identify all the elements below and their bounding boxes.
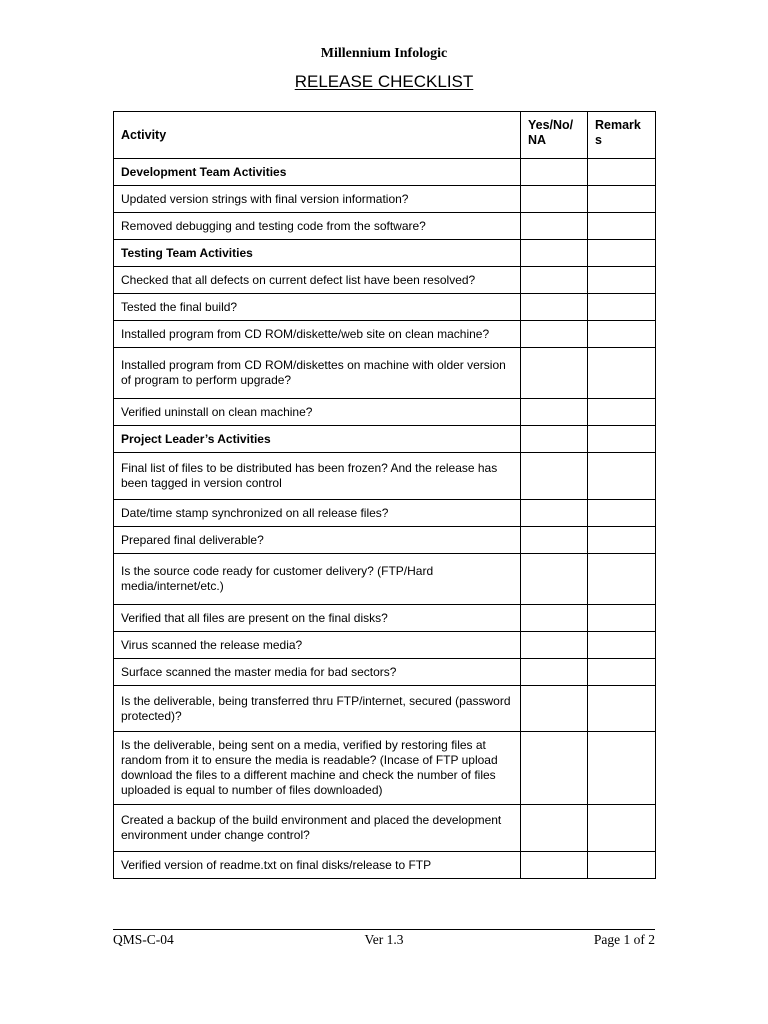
remarks-cell[interactable] xyxy=(588,852,656,879)
table-row xyxy=(114,732,656,805)
header-yes-no-na: Yes/No/ NA xyxy=(521,112,588,159)
table-body xyxy=(114,159,656,879)
table-row xyxy=(114,686,656,732)
activity-cell: Checked that all defects on current defect list have been resolved? xyxy=(114,267,521,294)
remarks-cell[interactable] xyxy=(588,294,656,321)
company-name: Millennium Infologic xyxy=(320,46,448,61)
activity-cell: Removed debugging and testing code from the software? xyxy=(114,213,521,240)
remarks-cell[interactable] xyxy=(588,732,656,805)
table-row xyxy=(114,554,656,605)
yes-no-na-cell[interactable] xyxy=(521,500,588,527)
table-row xyxy=(114,267,656,294)
table-header-row xyxy=(114,112,656,159)
remarks-cell[interactable] xyxy=(588,527,656,554)
yes-no-na-cell[interactable] xyxy=(521,686,588,732)
section-heading: Development Team Activities xyxy=(114,159,521,186)
yes-no-na-cell[interactable] xyxy=(521,294,588,321)
table-row xyxy=(114,321,656,348)
yes-no-na-cell[interactable] xyxy=(521,659,588,686)
remarks-cell[interactable] xyxy=(588,805,656,852)
section-heading: Testing Team Activities xyxy=(114,240,521,267)
activity-cell: Is the deliverable, being transferred thru FTP/internet, secured (password protected)? xyxy=(114,686,521,732)
table-row xyxy=(114,294,656,321)
remarks-cell[interactable] xyxy=(588,453,656,500)
table-row xyxy=(114,805,656,852)
table-row xyxy=(114,399,656,426)
yes-no-na-cell[interactable] xyxy=(521,852,588,879)
section-row xyxy=(114,240,656,267)
header-activity: Activity xyxy=(114,112,521,159)
table-row xyxy=(114,213,656,240)
remarks-cell[interactable] xyxy=(588,348,656,399)
activity-cell: Final list of files to be distributed has been frozen? And the release has been tagged in version control xyxy=(114,453,521,500)
activity-cell: Virus scanned the release media? xyxy=(114,632,521,659)
activity-cell: Verified version of readme.txt on final disks/release to FTP xyxy=(114,852,521,879)
section-row xyxy=(114,426,656,453)
table-row xyxy=(114,632,656,659)
activity-cell: Verified that all files are present on the final disks? xyxy=(114,605,521,632)
yes-no-na-cell[interactable] xyxy=(521,348,588,399)
remarks-cell[interactable] xyxy=(588,554,656,605)
yes-no-na-cell[interactable] xyxy=(521,159,588,186)
remarks-cell[interactable] xyxy=(588,321,656,348)
table-row xyxy=(114,453,656,500)
yes-no-na-cell[interactable] xyxy=(521,453,588,500)
release-checklist-table xyxy=(113,111,656,879)
remarks-cell[interactable] xyxy=(588,500,656,527)
remarks-cell[interactable] xyxy=(588,399,656,426)
table-row xyxy=(114,605,656,632)
yes-no-na-cell[interactable] xyxy=(521,732,588,805)
activity-cell: Created a backup of the build environment and placed the development environment under change control? xyxy=(114,805,521,852)
footer-page-number: Page 1 of 2 xyxy=(593,932,655,947)
footer-divider xyxy=(113,929,655,930)
remarks-cell[interactable] xyxy=(588,426,656,453)
remarks-cell[interactable] xyxy=(588,186,656,213)
yes-no-na-cell[interactable] xyxy=(521,321,588,348)
remarks-cell[interactable] xyxy=(588,267,656,294)
activity-cell: Installed program from CD ROM/diskettes on machine with older version of program to perform upgrade? xyxy=(114,348,521,399)
yes-no-na-cell[interactable] xyxy=(521,240,588,267)
remarks-cell[interactable] xyxy=(588,686,656,732)
header-remarks: Remark s xyxy=(588,112,656,159)
yes-no-na-cell[interactable] xyxy=(521,399,588,426)
yes-no-na-cell[interactable] xyxy=(521,213,588,240)
activity-cell: Surface scanned the master media for bad sectors? xyxy=(114,659,521,686)
yes-no-na-cell[interactable] xyxy=(521,805,588,852)
activity-cell: Is the deliverable, being sent on a media, verified by restoring files at random from it to ensure the media is readable? (Incase of FTP upload download the files to a different machine and check the number of files uploaded is equal to number of files downloaded) xyxy=(114,732,521,805)
activity-cell: Date/time stamp synchronized on all release files? xyxy=(114,500,521,527)
footer-doc-code: QMS-C-04 xyxy=(113,932,174,947)
yes-no-na-cell[interactable] xyxy=(521,426,588,453)
activity-cell: Verified uninstall on clean machine? xyxy=(114,399,521,426)
activity-cell: Tested the final build? xyxy=(114,294,521,321)
remarks-cell[interactable] xyxy=(588,659,656,686)
section-heading: Project Leader’s Activities xyxy=(114,426,521,453)
table-row xyxy=(114,348,656,399)
yes-no-na-cell[interactable] xyxy=(521,267,588,294)
section-row xyxy=(114,159,656,186)
table-row xyxy=(114,527,656,554)
remarks-cell[interactable] xyxy=(588,240,656,267)
remarks-cell[interactable] xyxy=(588,213,656,240)
activity-cell: Prepared final deliverable? xyxy=(114,527,521,554)
remarks-cell[interactable] xyxy=(588,605,656,632)
activity-cell: Updated version strings with final version information? xyxy=(114,186,521,213)
footer-version: Ver 1.3 xyxy=(364,932,404,947)
remarks-cell[interactable] xyxy=(588,159,656,186)
yes-no-na-cell[interactable] xyxy=(521,605,588,632)
remarks-cell[interactable] xyxy=(588,632,656,659)
table-row xyxy=(114,500,656,527)
activity-cell: Is the source code ready for customer delivery? (FTP/Hard media/internet/etc.) xyxy=(114,554,521,605)
document-title: RELEASE CHECKLIST xyxy=(294,72,474,91)
yes-no-na-cell[interactable] xyxy=(521,186,588,213)
yes-no-na-cell[interactable] xyxy=(521,527,588,554)
table-row xyxy=(114,186,656,213)
yes-no-na-cell[interactable] xyxy=(521,632,588,659)
table-row xyxy=(114,852,656,879)
activity-cell: Installed program from CD ROM/diskette/web site on clean machine? xyxy=(114,321,521,348)
yes-no-na-cell[interactable] xyxy=(521,554,588,605)
table-row xyxy=(114,659,656,686)
